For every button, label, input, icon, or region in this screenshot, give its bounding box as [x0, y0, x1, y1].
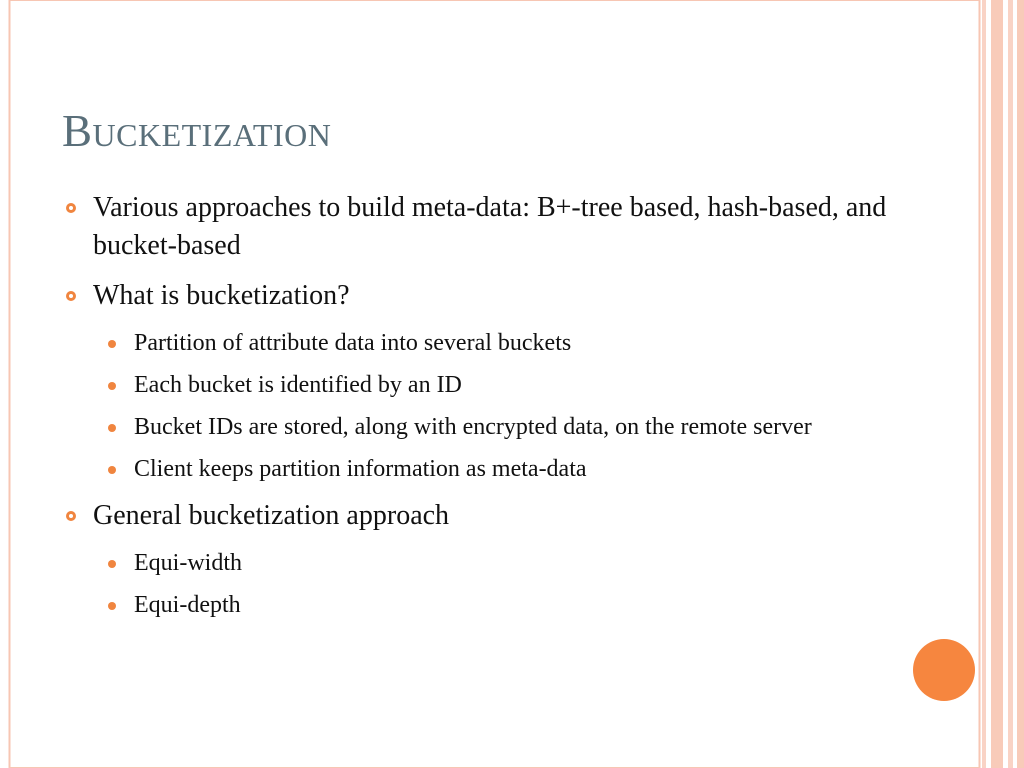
sub-bullet-text: Equi-depth	[134, 592, 241, 618]
right-stripe-3	[1008, 0, 1013, 768]
bullet-meta-data-approaches	[62, 189, 912, 265]
bullet-text: General bucketization approach	[93, 500, 450, 531]
sub-bullet-equi-width	[62, 547, 912, 580]
bullet-circle-icon	[66, 203, 76, 213]
slide-title: Bucketization	[62, 106, 332, 156]
sub-bullet-text: Bucket IDs are stored, along with encrypted data, on the remote server	[134, 414, 812, 440]
bullet-circle-icon	[66, 291, 76, 301]
sub-bullet-client-partition	[62, 453, 912, 486]
bullet-what-is-bucketization	[62, 277, 912, 315]
decorative-circle	[913, 639, 975, 701]
bullet-dot-icon	[108, 382, 116, 390]
right-stripe-2	[991, 0, 1003, 768]
sub-bullet-stored-ids	[62, 411, 912, 444]
bullet-dot-icon	[108, 424, 116, 432]
bullet-dot-icon	[108, 466, 116, 474]
right-stripe-1	[982, 0, 986, 768]
slide-content	[62, 189, 912, 631]
bullet-dot-icon	[108, 340, 116, 348]
right-stripe-4	[1017, 0, 1024, 768]
bullet-dot-icon	[108, 602, 116, 610]
sub-bullet-text: Client keeps partition information as meta-data	[134, 456, 587, 482]
bullet-text: What is bucketization?	[93, 280, 350, 311]
sub-bullet-equi-depth	[62, 589, 912, 622]
bullet-dot-icon	[108, 560, 116, 568]
bullet-general-approach	[62, 497, 912, 535]
sub-bullet-text: Each bucket is identified by an ID	[134, 372, 462, 398]
sub-bullet-bucket-id	[62, 369, 912, 402]
bullet-circle-icon	[66, 511, 76, 521]
sub-bullet-text: Partition of attribute data into several buckets	[134, 330, 572, 356]
bullet-text: Various approaches to build meta-data: B+-tree based, hash-based, and bucket-based	[93, 192, 887, 261]
sub-bullet-text: Equi-width	[134, 550, 242, 576]
sub-bullet-partition	[62, 327, 912, 360]
